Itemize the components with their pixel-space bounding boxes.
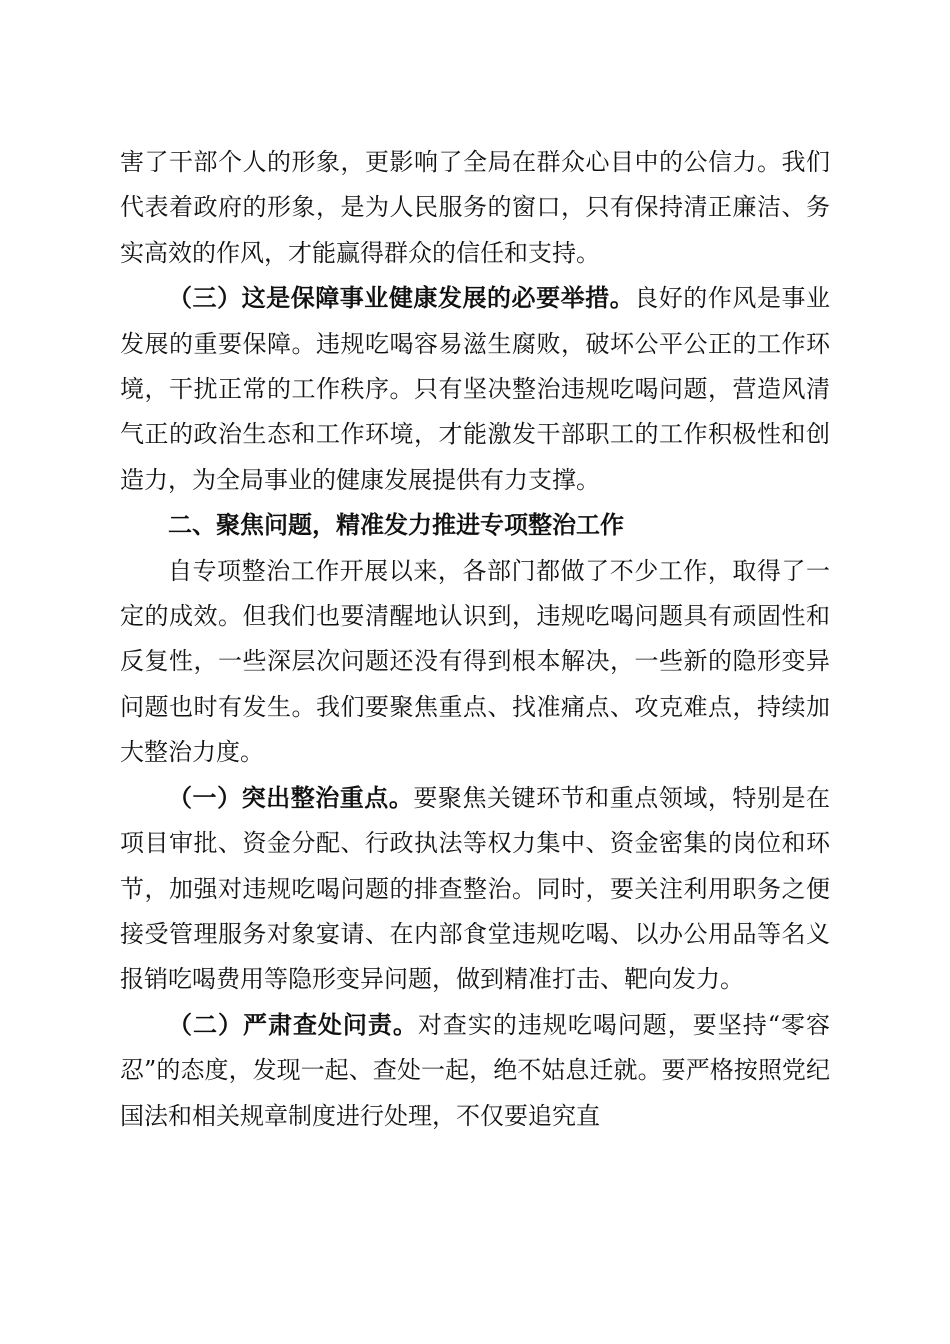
paragraph-4-lead: （一）突出整治重点。 xyxy=(168,783,414,812)
paragraph-4-body: 要聚焦关键环节和重点领域，特别是在项目审批、资金分配、行政执法等权力集中、资金密集的岗位和环节，加强对违规吃喝问题的排查整治。同时，要关注利用职务之便接受管理服务对象宴请、在内部食堂违规吃喝、以办公用品等名义报销吃喝费用等隐形变异问题，做到精准打击、靶向发力。 xyxy=(120,783,831,994)
paragraph-5 xyxy=(120,1003,830,1139)
paragraph-2-lead: （三）这是保障事业健康发展的必要举措。 xyxy=(168,284,635,313)
document-body xyxy=(120,140,830,1139)
paragraph-2 xyxy=(120,276,830,503)
paragraph-2-body: 良好的作风是事业发展的重要保障。违规吃喝容易滋生腐败，破坏公平公正的工作环境，干扰正常的工作秩序。只有坚决整治违规吃喝问题，营造风清气正的政治生态和工作环境，才能激发干部职工的工作积极性和创造力，为全局事业的健康发展提供有力支撑。 xyxy=(120,284,831,494)
section-heading-2: 二、聚焦问题，精准发力推进专项整治工作 xyxy=(168,511,624,540)
paragraph-5-body: 对查实的违规吃喝问题，要坚持“零容忍”的态度，发现一起、查处一起，绝不姑息迁就。要严格按照党纪国法和相关规章制度进行处理，不仅要追究直 xyxy=(120,1010,831,1130)
paragraph-5-lead: （二）严肃查处问责。 xyxy=(168,1010,418,1039)
paragraph-4 xyxy=(120,776,830,1003)
paragraph-3: 自专项整治工作开展以来，各部门都做了不少工作，取得了一定的成效。但我们也要清醒地认识到，违规吃喝问题具有顽固性和反复性，一些深层次问题还没有得到根本解决，一些新的隐形变异问题也时有发生。我们要聚焦重点、找准痛点、攻克难点，持续加大整治力度。 xyxy=(120,556,830,767)
paragraph-1: 害了干部个人的形象，更影响了全局在群众心目中的公信力。我们代表着政府的形象，是为人民服务的窗口，只有保持清正廉洁、务实高效的作风，才能赢得群众的信任和支持。 xyxy=(120,148,830,267)
